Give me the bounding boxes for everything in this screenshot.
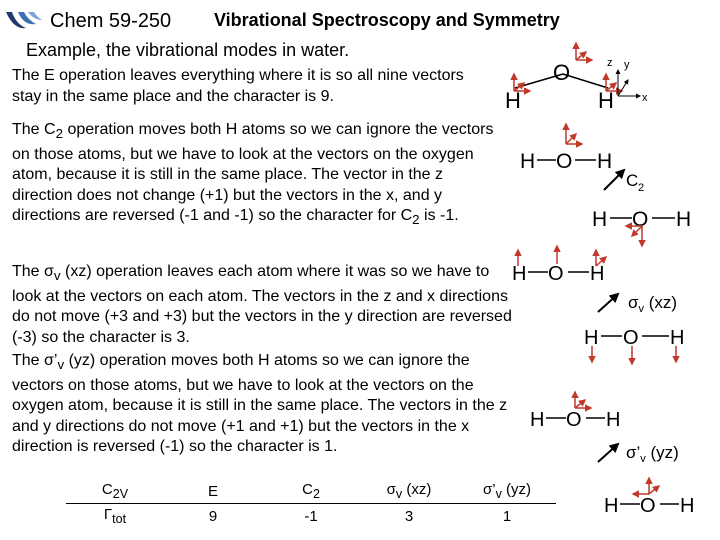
value-cell: 1: [502, 507, 512, 525]
rep-cell: $\Gamma_{tot}$: [103, 506, 127, 526]
svg-text:H: H: [680, 495, 695, 517]
svg-text:z: z: [607, 57, 613, 69]
table-header-row: [66, 479, 556, 504]
svg-text:H: H: [598, 88, 614, 113]
svg-text:O: O: [548, 263, 564, 285]
water-molecule-sigma-v: [512, 246, 684, 364]
op-cell: E: [164, 479, 262, 504]
svg-text:H: H: [584, 327, 599, 349]
svg-text:O: O: [623, 327, 639, 349]
course-title: Chem 59-250: [50, 10, 172, 32]
svg-text:H: H: [606, 409, 621, 431]
subtitle: Example, the vibrational modes in water.: [26, 40, 350, 60]
svg-text:O: O: [632, 208, 649, 231]
svg-text:H: H: [520, 150, 536, 173]
character-table: [66, 479, 556, 528]
svg-text:H: H: [592, 208, 608, 231]
svg-text:2: 2: [638, 182, 645, 194]
svg-text:O: O: [553, 60, 571, 85]
table-row: [66, 504, 556, 529]
value-cell: 3: [404, 507, 414, 525]
group-cell: $C_{2V}$: [66, 479, 164, 504]
c2-paragraph: The $C_2$ operation moves both H atoms so we can ignore the vectors on those atoms, but we have to look at the vectors on the oxygen atom, because it is still in the same place. The vector in the z direction does not change (+1) but the vectors in the x, and y directions are reversed (-1 and -1) so the character for $C_2$ is -1.: [12, 121, 494, 228]
value-cell: 9: [208, 507, 218, 525]
sigma-v-paragraph: The $\sigma_v$ (xz) operation leaves each atom where it was so we have to look at the vectors on each atom. The vectors in the z and x directions do not move (+3 and +3) but the vectors in the y direction are reversed (-3) so the character is 3.: [12, 263, 512, 346]
identity-paragraph: The E operation leaves everything where it is so all nine vectors stay in the same place and the character is 9.: [12, 67, 464, 105]
op-cell: $C_2$: [262, 479, 360, 504]
svg-text:H: H: [670, 327, 685, 349]
value-cell: -1: [304, 507, 318, 525]
sigma-v-diagram-label: $\sigma_v$ (xz): [628, 293, 678, 315]
svg-text:H: H: [590, 263, 605, 285]
svg-text:C: C: [626, 171, 639, 190]
svg-text:O: O: [640, 495, 656, 517]
svg-text:H: H: [530, 409, 545, 431]
svg-text:H: H: [676, 208, 692, 231]
svg-text:O: O: [556, 150, 573, 173]
svg-text:O: O: [566, 409, 582, 431]
svg-text:H: H: [604, 495, 619, 517]
op-cell: $\sigma_v$ (xz): [360, 479, 458, 504]
svg-text:H: H: [597, 150, 613, 173]
svg-text:y: y: [624, 59, 630, 71]
sigma-v-prime-diagram-label: $\sigma’_v$ (yz): [626, 443, 679, 465]
sigma-v-prime-paragraph: The $\sigma’_v$ (yz) operation moves both H atoms so we can ignore the vectors on those atoms, but we have to look at the vectors on the oxygen atom, because it is still in the same place. The vectors in the z and y directions do not move (+1 and +1) but the vectors in the x direction is reversed (-1) so the character is 1.: [12, 352, 508, 456]
svg-text:H: H: [505, 88, 521, 113]
water-molecule-c2: [520, 124, 691, 246]
op-cell: $\sigma’_v$ (yz): [458, 479, 556, 504]
svg-text:H: H: [512, 263, 527, 285]
water-molecule-e: [505, 43, 648, 113]
svg-text:x: x: [642, 92, 648, 104]
page-title: Vibrational Spectroscopy and Symmetry: [214, 10, 560, 30]
